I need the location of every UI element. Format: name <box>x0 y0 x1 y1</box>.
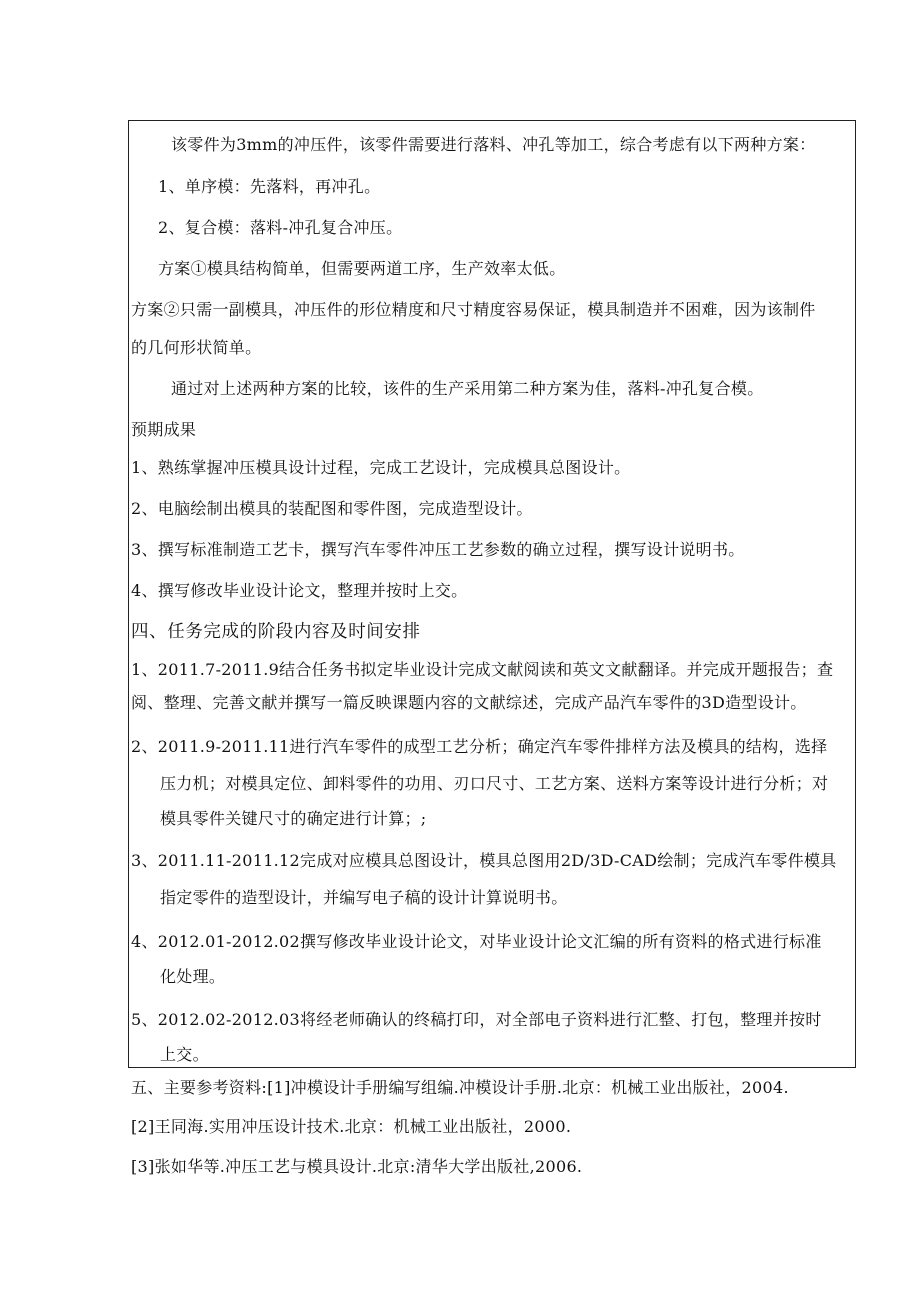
plan-conclusion: 通过对上述两种方案的比较，该件的生产采用第二种方案为佳，落料-冲孔复合模。 <box>171 379 764 398</box>
plan-option-2: 2、复合模：落料-冲孔复合冲压。 <box>158 218 403 237</box>
schedule-stage-3-line-1: 3、2011.11-2011.12完成对应模具总图设计，模具总图用2D/3D-CAD绘制；完成汽车零件模具 <box>131 851 837 870</box>
schedule-stage-2-line-1: 2、2011.9-2011.11进行汽车零件的成型工艺分析；确定汽车零件排样方法及模具的结构，选择 <box>131 737 828 756</box>
schedule-stage-5-line-1: 5、2012.02-2012.03将经老师确认的终稿打印，对全部电子资料进行汇整、打包，整理并按时 <box>131 1010 822 1029</box>
references-line-3: [3]张如华等.冲压工艺与模具设计.北京:清华大学出版社,2006. <box>131 1157 583 1176</box>
schedule-stage-5-line-2: 上交。 <box>160 1045 209 1064</box>
references-line-2: [2]王同海.实用冲压设计技术.北京：机械工业出版社，2000. <box>131 1117 572 1136</box>
results-item: 1、熟练掌握冲压模具设计过程，完成工艺设计，完成模具总图设计。 <box>131 458 631 477</box>
results-title: 预期成果 <box>131 420 197 439</box>
schedule-stage-3-line-2: 指定零件的造型设计，并编写电子稿的设计计算说明书。 <box>160 888 568 907</box>
plan-intro: 该零件为3mm的冲压件，该零件需要进行落料、冲孔等加工，综合考虑有以下两种方案： <box>171 135 816 154</box>
results-item: 3、撰写标准制造工艺卡，撰写汽车零件冲压工艺参数的确立过程，撰写设计说明书。 <box>131 540 745 559</box>
schedule-stage-1-line-2: 阅、整理、完善文献并撰写一篇反映课题内容的文献综述，完成产品汽车零件的3D造型设计。 <box>131 693 807 712</box>
plan-evaluation-2-line-1: 方案②只需一副模具，冲压件的形位精度和尺寸精度容易保证，模具制造并不困难，因为该制件 <box>131 300 816 319</box>
schedule-stage-4-line-1: 4、2012.01-2012.02撰写修改毕业设计论文，对毕业设计论文汇编的所有资料的格式进行标准 <box>131 932 822 951</box>
schedule-stage-2-line-3: 模具零件关键尺寸的确定进行计算；; <box>160 809 427 828</box>
references-line-1: 五、主要参考资料:[1]冲模设计手册编写组编.冲模设计手册.北京：机械工业出版社，2004. <box>131 1078 789 1097</box>
plan-evaluation-1: 方案①模具结构简单，但需要两道工序，生产效率太低。 <box>158 259 566 278</box>
results-item: 4、撰写修改毕业设计论文，整理并按时上交。 <box>131 581 468 600</box>
schedule-stage-2-line-2: 压力机；对模具定位、卸料零件的功用、刃口尺寸、工艺方案、送料方案等设计进行分析；对 <box>160 774 829 793</box>
schedule-heading: 四、任务完成的阶段内容及时间安排 <box>131 622 421 642</box>
schedule-stage-1-line-1: 1、2011.7-2011.9结合任务书拟定毕业设计完成文献阅读和英文文献翻译。并完成开题报告；查 <box>131 660 834 679</box>
schedule-stage-4-line-2: 化处理。 <box>160 967 226 986</box>
results-item: 2、电脑绘制出模具的装配图和零件图，完成造型设计。 <box>131 499 533 518</box>
plan-evaluation-2-line-2: 的几何形状简单。 <box>131 338 262 357</box>
plan-option-1: 1、单序模：先落料，再冲孔。 <box>158 177 381 196</box>
